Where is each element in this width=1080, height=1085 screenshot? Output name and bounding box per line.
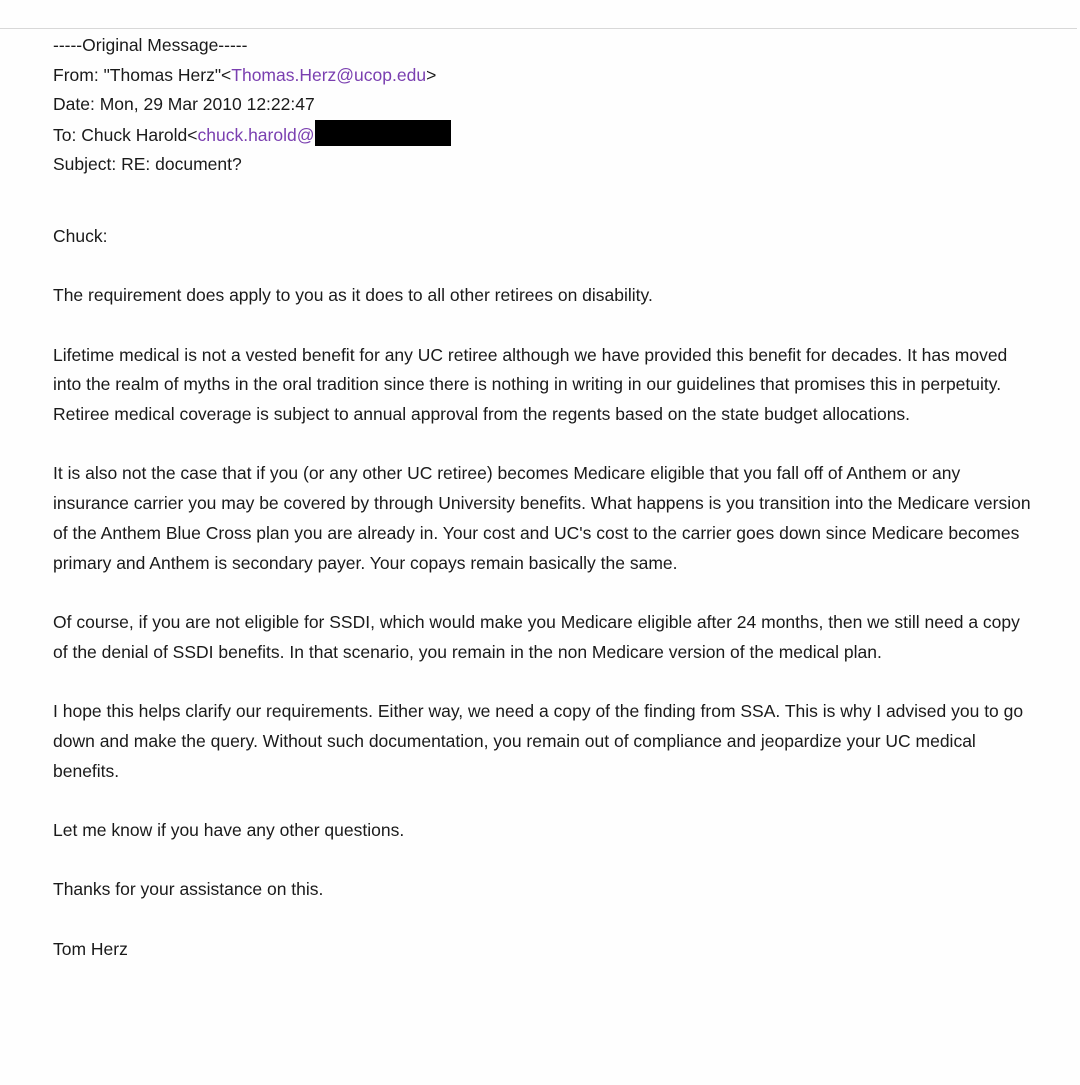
subject-value: RE: document? [121,154,242,174]
body-paragraph-4: Of course, if you are not eligible for SSDI, which would make you Medicare eligible after 24 months, then we still need a copy of the denial of SSDI benefits. In that scenario, you remain in the non Medicare version of the medical plan. [53,612,1020,662]
from-label: From: [53,64,99,85]
body-paragraph-2: Lifetime medical is not a vested benefit for any UC retiree although we have provided this benefit for decades. It has moved into the realm of myths in the oral tradition since there is nothing in writing in our guidelines that promises this in perpetuity. Retiree medical coverage is subject to annual approval from the regents based on the state budget allocations. [53,344,1008,425]
body-signature: Tom Herz [53,938,128,959]
redaction-bar [315,120,451,146]
subject-label: Subject: [53,154,117,174]
email-subject-line [53,150,1043,180]
body-paragraph-3: It is also not the case that if you (or any other UC retiree) becomes Medicare eligible that you fall off of Anthem or any insurance carrier you may be covered by through University benefits. What happens is you transition into the Medicare version of the Anthem Blue Cross plan you are already in. Your cost and UC's cost to the carrier goes down since Medicare becomes primary and Anthem is secondary payer. Your copays remain basically the same. [53,463,1031,573]
from-close-bracket: > [426,64,437,85]
date-label: Date: [53,94,95,114]
body-salutation: Chuck: [53,225,108,246]
to-label: To: [53,124,77,145]
email-content [53,28,1043,965]
from-display-name: "Thomas Herz" [103,64,222,85]
email-header [53,28,1043,180]
body-paragraph-7: Thanks for your assistance on this. [53,879,324,900]
email-from-line [53,61,1043,91]
date-value: Mon, 29 Mar 2010 12:22:47 [99,94,315,114]
to-display-name: Chuck Harold [81,124,188,145]
body-paragraph-5: I hope this helps clarify our requirements. Either way, we need a copy of the finding from SSA. This is why I advised you to go down and make the query. Without such documentation, you remain out of compliance and jeopardize your UC medical benefits. [53,701,1024,781]
original-message-separator: -----Original Message----- [53,35,248,55]
to-open-bracket: < [187,124,198,145]
from-email-address[interactable]: Thomas.Herz@ucop.edu [231,64,427,85]
email-date-line [53,90,1043,120]
body-paragraph-6: Let me know if you have any other questions. [53,820,405,841]
to-email-address-visible[interactable]: chuck.harold@ [197,124,315,145]
email-body [53,222,1043,965]
body-paragraph-1: The requirement does apply to you as it does to all other retirees on disability. [53,285,653,306]
email-to-line [53,120,1043,151]
from-open-bracket: < [221,64,232,85]
